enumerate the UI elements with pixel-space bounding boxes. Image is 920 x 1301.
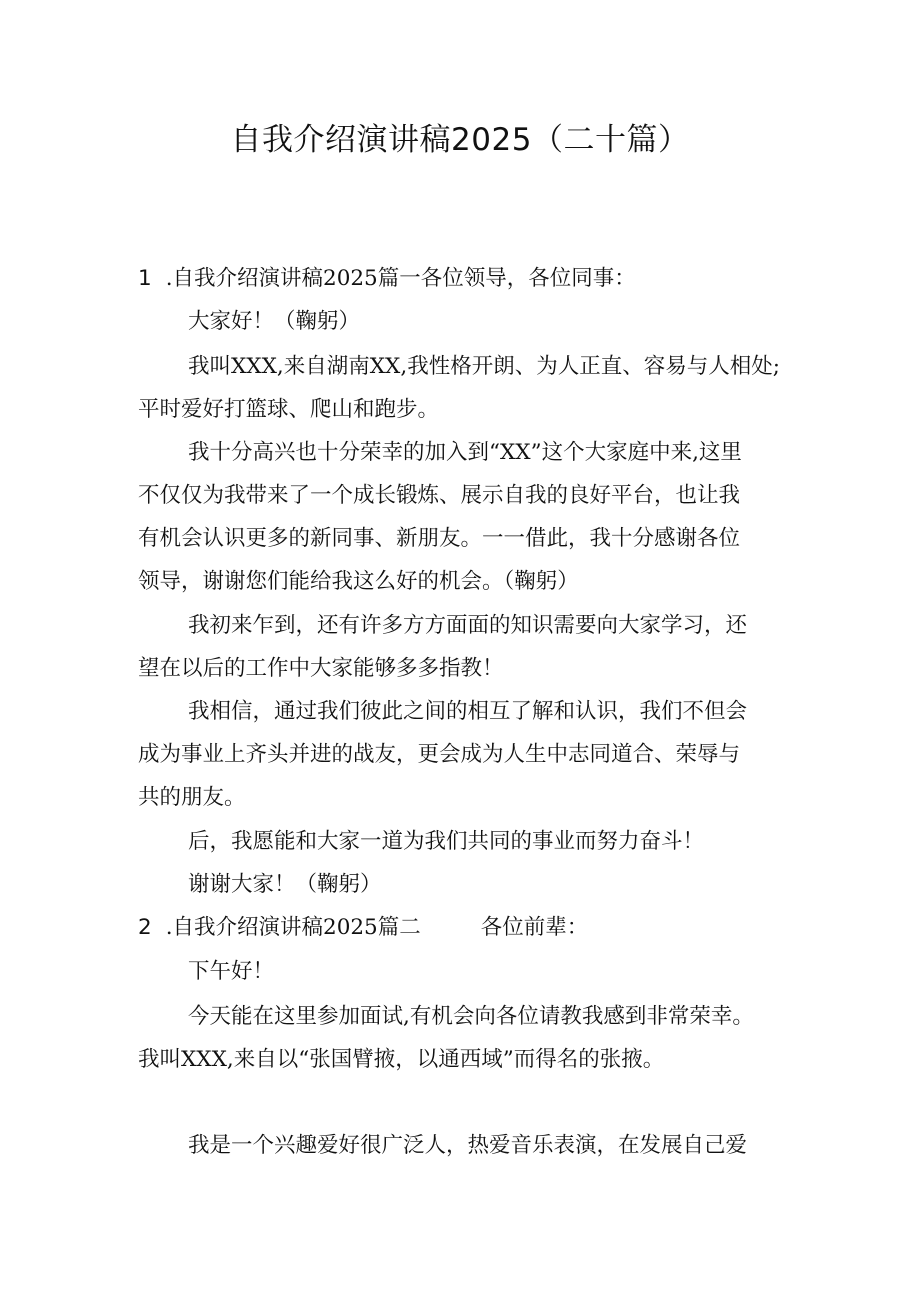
section-1-number: 1 [138,266,152,291]
section-1-greeting: 大家好！（鞠躬） [188,309,361,334]
paragraph-line: 今天能在这里参加面试,有机会向各位请教我感到非常荣幸。 [188,1004,754,1029]
paragraph-line: 平时爱好打篮球、爬山和跑步。 [138,397,440,422]
paragraph-line: 有机会认识更多的新同事、新朋友。一一借此，我十分感谢各位 [138,526,741,551]
section-2-heading [138,906,588,950]
section-1-heading [138,257,636,301]
section-1-closing: 谢谢大家！（鞠躬） [188,872,382,897]
section-2-heading-text: .自我介绍演讲稿2025篇二 [165,915,421,940]
section-2-salutation: 各位前辈： [480,915,589,940]
paragraph-line: 成为事业上齐头并进的战友，更会成为人生中志同道合、荣辱与 [138,742,741,767]
paragraph-line: 我相信，通过我们彼此之间的相互了解和认识，我们不但会 [188,699,748,724]
paragraph-line: 不仅仅为我带来了一个成长锻炼、展示自我的良好平台，也让我 [138,483,741,508]
paragraph-line: 领导，谢谢您们能给我这么好的机会。（鞠躬） [138,569,579,594]
section-2-greeting: 下午好！ [188,959,275,984]
paragraph-line: 我叫XXX,来自湖南XX,我性格开朗、为人正直、容易与人相处; [188,354,780,379]
paragraph-line: 我十分高兴也十分荣幸的加入到“XX”这个大家庭中来,这里 [188,440,742,465]
paragraph-line: 共的朋友。 [138,785,246,810]
paragraph-line: 我是一个兴趣爱好很广泛人，热爱音乐表演，在发展自己爱 [188,1133,748,1158]
paragraph-line: 后，我愿能和大家一道为我们共同的事业而努力奋斗！ [188,829,705,854]
document-title: 自我介绍演讲稿2025（二十篇） [230,122,690,158]
paragraph-line: 望在以后的工作中大家能够多多指教！ [138,656,504,681]
section-2-number: 2 [138,915,152,940]
section-1-heading-text: .自我介绍演讲稿2025篇一各位领导，各位同事： [165,266,636,291]
paragraph-line: 我叫XXX,来自以“张国臂掖，以通西域”而得名的张掖。 [138,1047,665,1072]
paragraph-line: 我初来乍到，还有许多方方面面的知识需要向大家学习，还 [188,613,748,638]
